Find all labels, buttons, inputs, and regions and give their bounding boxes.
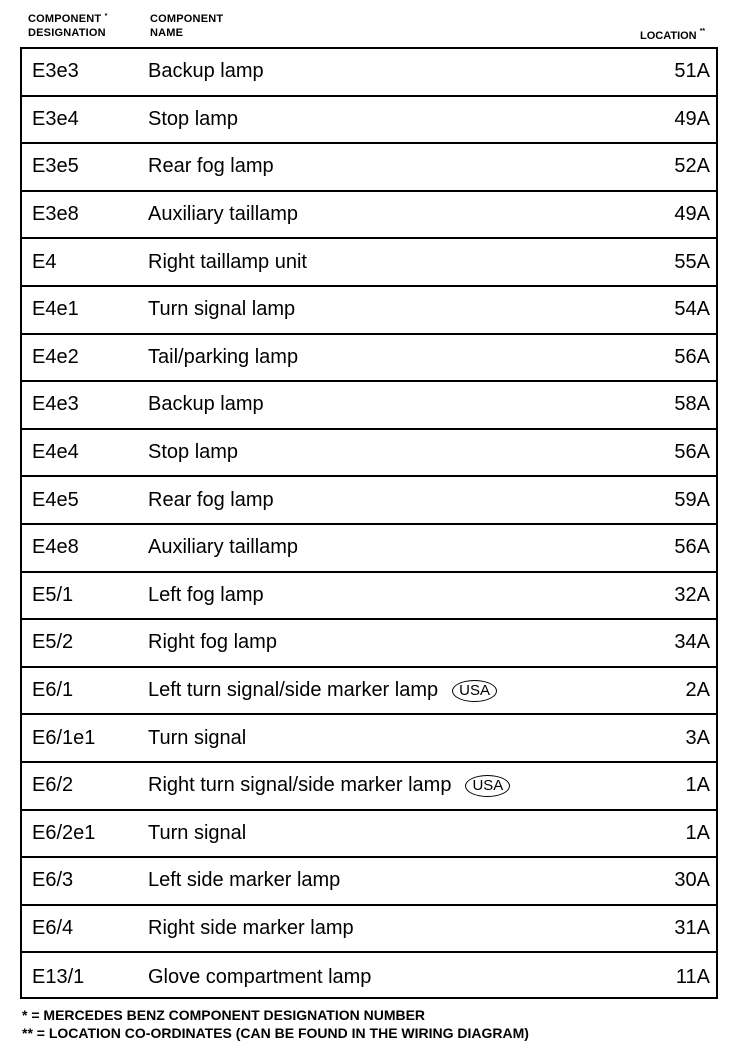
table-row	[22, 97, 716, 145]
component-designation: E3e5	[32, 155, 79, 178]
component-name-cell	[148, 335, 298, 381]
table-row	[22, 239, 716, 287]
component-name-cell	[148, 192, 298, 238]
component-name-cell	[148, 858, 340, 904]
table-row	[22, 382, 716, 430]
component-location: 56A	[674, 345, 710, 368]
component-location: 1A	[685, 774, 710, 797]
component-name: Right taillamp unit	[148, 250, 307, 273]
component-name: Glove compartment lamp	[148, 965, 372, 988]
table-row	[22, 573, 716, 621]
component-name: Backup lamp	[148, 393, 264, 416]
component-name-cell	[148, 668, 497, 714]
table-row	[22, 811, 716, 859]
component-name-cell	[148, 715, 246, 761]
component-name-cell	[148, 573, 264, 619]
usa-badge: USA	[465, 775, 510, 797]
table-row	[22, 620, 716, 668]
component-location: 30A	[674, 869, 710, 892]
usa-badge: USA	[452, 680, 497, 702]
component-designation: E6/1e1	[32, 726, 96, 749]
component-designation: E4e4	[32, 441, 79, 464]
component-location: 56A	[674, 441, 710, 464]
component-name-cell	[148, 239, 307, 285]
component-location: 34A	[674, 631, 710, 654]
component-designation: E3e3	[32, 60, 79, 83]
component-name-cell	[148, 430, 238, 476]
header-name-line1: COMPONENT	[150, 13, 224, 25]
table-row	[22, 715, 716, 763]
component-name: Left fog lamp	[148, 583, 264, 606]
table-row	[22, 335, 716, 383]
component-location: 1A	[685, 821, 710, 844]
component-location: 3A	[685, 726, 710, 749]
header-designation-line2: DESIGNATION	[28, 27, 106, 39]
component-location: 49A	[674, 203, 710, 226]
component-location: 59A	[674, 488, 710, 511]
component-location: 54A	[674, 298, 710, 321]
component-name: Right turn signal/side marker lamp	[148, 774, 452, 797]
component-location: 55A	[674, 250, 710, 273]
component-designation: E13/1	[32, 965, 85, 988]
component-location: 32A	[674, 583, 710, 606]
component-designation: E3e4	[32, 107, 79, 130]
table-row	[22, 953, 716, 1001]
component-table	[20, 47, 718, 999]
component-name: Left side marker lamp	[148, 869, 341, 892]
component-name-cell	[148, 144, 274, 190]
table-row	[22, 858, 716, 906]
component-name-cell	[148, 97, 238, 143]
header-location-mark: **	[699, 28, 706, 35]
component-name-cell	[148, 620, 277, 666]
component-designation: E5/1	[32, 583, 74, 606]
component-designation: E6/3	[32, 869, 74, 892]
header-component-name	[150, 12, 223, 40]
component-designation: E4e3	[32, 393, 79, 416]
header-name-line2: NAME	[150, 27, 184, 39]
header-component-designation	[28, 12, 108, 40]
table-row	[22, 430, 716, 478]
header-location	[640, 30, 705, 42]
component-designation: E5/2	[32, 631, 74, 654]
component-name-cell	[148, 811, 246, 857]
component-name: Backup lamp	[148, 60, 264, 83]
footnote-designation: * = MERCEDES BENZ COMPONENT DESIGNATION NUMBER	[22, 1007, 426, 1023]
component-name: Auxiliary taillamp	[148, 536, 299, 559]
component-name-cell	[148, 287, 295, 333]
component-name: Rear fog lamp	[148, 155, 274, 178]
component-designation: E6/2	[32, 774, 74, 797]
component-name: Stop lamp	[148, 107, 239, 130]
table-row	[22, 668, 716, 716]
component-location: 11A	[675, 965, 710, 988]
component-name: Rear fog lamp	[148, 488, 274, 511]
component-name: Right fog lamp	[148, 631, 277, 654]
table-row	[22, 49, 716, 97]
component-designation: E6/4	[32, 916, 74, 939]
component-designation: E4e5	[32, 488, 79, 511]
component-designation: E6/2e1	[32, 821, 96, 844]
table-row	[22, 906, 716, 954]
component-location: 58A	[674, 393, 710, 416]
component-designation: E4e8	[32, 536, 79, 559]
header-location-label: LOCATION	[640, 30, 697, 42]
component-name-cell	[148, 953, 371, 1001]
table-row	[22, 477, 716, 525]
component-designation: E4e1	[32, 298, 79, 321]
component-location: 49A	[674, 107, 710, 130]
component-location: 52A	[674, 155, 710, 178]
component-designation: E6/1	[32, 679, 74, 702]
component-designation: E4	[32, 250, 57, 273]
component-name-cell	[148, 906, 354, 952]
component-designation: E4e2	[32, 345, 79, 368]
table-row	[22, 144, 716, 192]
component-name: Turn signal	[148, 726, 247, 749]
component-name: Turn signal	[148, 821, 247, 844]
component-name-cell	[148, 525, 298, 571]
table-row	[22, 525, 716, 573]
header-designation-mark: *	[104, 13, 108, 20]
component-designation: E3e8	[32, 203, 79, 226]
component-location: 51A	[674, 60, 710, 83]
component-name: Right side marker lamp	[148, 916, 354, 939]
footnote-location: ** = LOCATION CO-ORDINATES (CAN BE FOUND IN THE WIRING DIAGRAM)	[22, 1025, 529, 1041]
component-name-cell	[148, 477, 274, 523]
component-name: Left turn signal/side marker lamp	[148, 679, 439, 702]
component-location: 2A	[685, 679, 710, 702]
component-name-cell	[148, 763, 510, 809]
header-designation-line1: COMPONENT	[28, 13, 102, 25]
component-name: Turn signal lamp	[148, 298, 296, 321]
component-name: Stop lamp	[148, 441, 239, 464]
table-row	[22, 287, 716, 335]
component-location: 56A	[674, 536, 710, 559]
table-row	[22, 763, 716, 811]
table-row	[22, 192, 716, 240]
component-name: Auxiliary taillamp	[148, 203, 299, 226]
component-name-cell	[148, 49, 264, 95]
component-location: 31A	[674, 916, 710, 939]
component-name-cell	[148, 382, 264, 428]
component-name: Tail/parking lamp	[148, 345, 299, 368]
